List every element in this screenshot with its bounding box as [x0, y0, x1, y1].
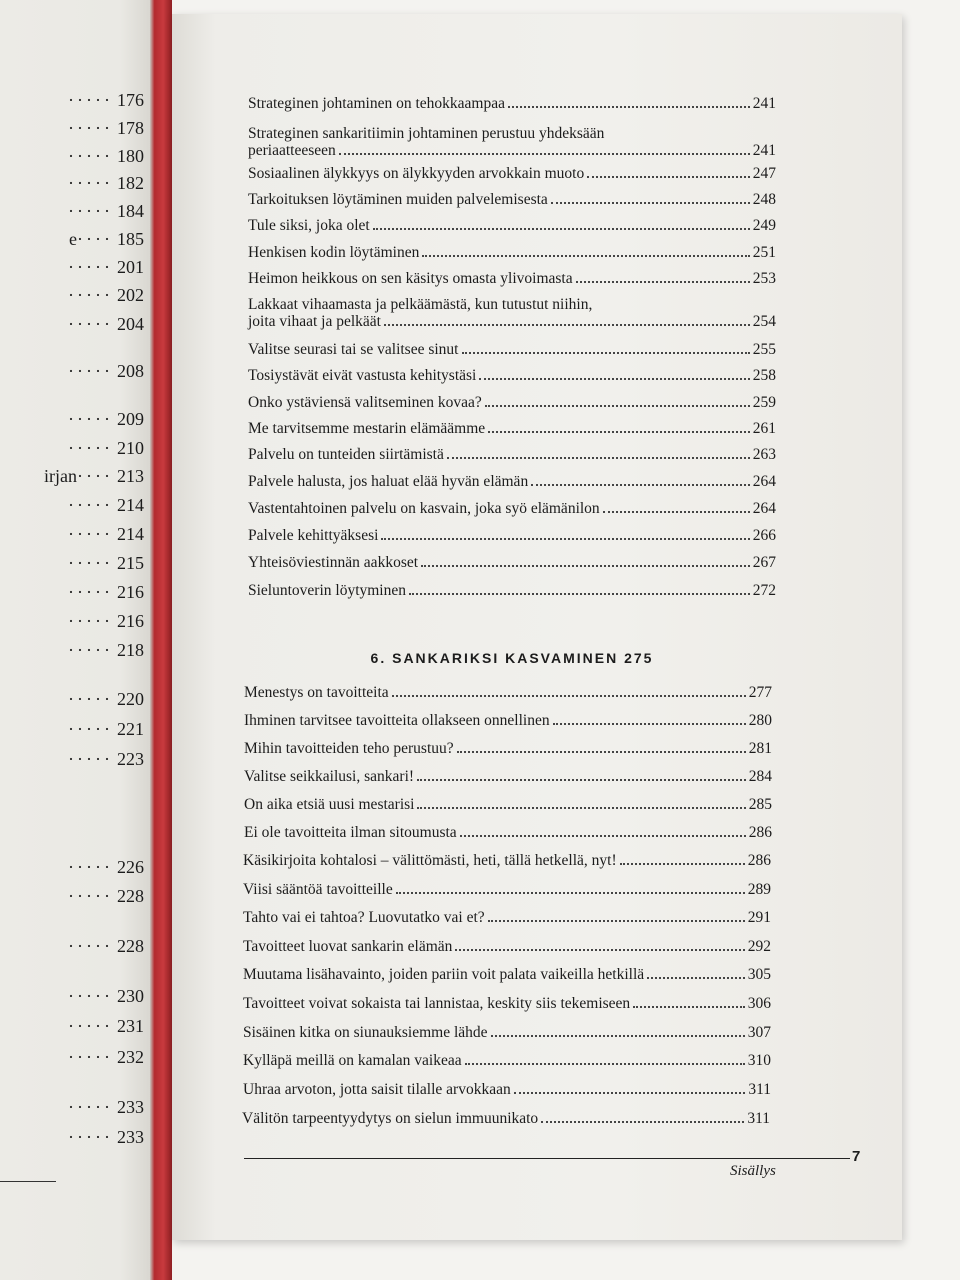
toc-entry-title: Tosiystävät eivät vastusta kehitystäsi	[248, 367, 477, 384]
left-page-number: 182	[117, 173, 144, 193]
leader-dots: ·····	[68, 1127, 113, 1147]
leader-dots	[384, 324, 750, 326]
toc-entry-title: Strateginen sankaritiimin johtaminen perustuu yhdeksään	[248, 125, 605, 142]
toc-entry	[248, 95, 776, 112]
toc-entry	[248, 367, 776, 384]
leader-dots	[603, 511, 750, 513]
left-page-number: 214	[117, 524, 144, 544]
toc-entry-title: Palvele kehittyäksesi	[248, 527, 379, 544]
left-page-entry	[68, 936, 144, 965]
left-page-number: 223	[117, 749, 144, 769]
leader-dots: ·····	[68, 582, 113, 602]
left-page-entry	[68, 986, 144, 1015]
leader-dots	[417, 779, 746, 781]
left-page-number: 216	[117, 611, 144, 631]
toc-entry	[248, 554, 776, 571]
toc-entry-title: Viisi sääntöä tavoitteille	[243, 881, 393, 898]
leader-dots	[647, 977, 745, 979]
left-footer-rule	[0, 1181, 56, 1182]
left-page-entry	[68, 1127, 144, 1156]
left-page-number: 230	[117, 986, 144, 1006]
left-page-number: 180	[117, 146, 144, 166]
left-page-number: 185	[117, 229, 144, 249]
leader-dots	[531, 484, 750, 486]
toc-entry-page: 289	[747, 881, 771, 898]
leader-dots: ·····	[68, 1047, 113, 1067]
chapter-heading: 6. SANKARIKSI KASVAMINEN 275	[370, 650, 654, 666]
leader-dots	[553, 723, 746, 725]
leader-dots	[460, 835, 746, 837]
leader-dots: ·····	[68, 640, 113, 660]
left-page-number: 213	[117, 466, 144, 486]
left-page-entry	[68, 438, 144, 467]
toc-entry	[244, 684, 772, 701]
toc-entry-title: Heimon heikkous on sen käsitys omasta ylivoimasta	[248, 270, 573, 287]
left-page-entry	[68, 90, 144, 119]
leader-dots: ·····	[68, 553, 113, 573]
left-page-entry	[68, 146, 144, 175]
left-page-entry	[68, 886, 144, 915]
toc-entry-title: Onko ystäviensä valitseminen kovaa?	[248, 394, 482, 411]
toc-entry-title: Välitön tarpeentyydytys on sielun immuunikato	[242, 1110, 539, 1127]
toc-entry-title: Uhraa arvoton, jotta saisit tilalle arvokkaan	[243, 1081, 511, 1098]
left-page-number: 202	[117, 285, 144, 305]
toc-entry-title: Muutama lisähavainto, joiden pariin voit palata vaikeilla hetkillä	[243, 966, 645, 983]
toc-entry	[248, 217, 776, 234]
toc-entry-page: 284	[748, 768, 772, 785]
leader-dots	[462, 352, 750, 354]
toc-entry-page: 311	[747, 1110, 770, 1127]
left-page-entry	[68, 409, 144, 438]
footer-rule	[244, 1158, 850, 1159]
left-page-number: 176	[117, 90, 144, 110]
left-page-number: 208	[117, 361, 144, 381]
toc-entry	[244, 768, 772, 785]
toc-entry-title: Ihminen tarvitsee tavoitteita ollakseen onnellinen	[244, 712, 550, 729]
leader-dots: ·····	[68, 173, 113, 193]
toc-entry-title: Me tarvitsemme mestarin elämäämme	[248, 420, 486, 437]
toc-entry	[248, 420, 776, 437]
toc-entry-title: Käsikirjoita kohtalosi – välittömästi, heti, tällä hetkellä, nyt!	[243, 852, 617, 869]
leader-dots: ·····	[68, 1016, 113, 1036]
leader-dots	[514, 1092, 746, 1094]
left-page-entry	[44, 466, 144, 495]
left-page-entry	[68, 582, 144, 611]
toc-entry-title: Vastentahtoinen palvelu on kasvain, joka syö elämänilon	[248, 500, 600, 517]
toc-entry-title: Tahto vai ei tahtoa? Luovutatko vai et?	[243, 909, 485, 926]
left-page-entry	[68, 719, 144, 748]
leader-dots	[508, 106, 750, 108]
toc-entry-page: 286	[748, 824, 772, 841]
leader-dots: ·····	[68, 524, 113, 544]
toc-entry	[248, 165, 776, 182]
left-page-number: 220	[117, 689, 144, 709]
left-page-entry	[68, 1047, 144, 1076]
toc-entry-page: 310	[747, 1052, 771, 1069]
toc-entry	[243, 852, 771, 869]
toc-entry-title: Ei ole tavoitteita ilman sitoumusta	[244, 824, 457, 841]
toc-entry	[248, 341, 776, 358]
toc-entry	[248, 446, 776, 463]
leader-dots: ·····	[68, 886, 113, 906]
leader-dots	[551, 202, 750, 204]
leader-dots	[633, 1006, 745, 1008]
left-page-number: 228	[117, 936, 144, 956]
left-page-entry	[68, 640, 144, 669]
toc-entry-title: Sieluntoverin löytyminen	[248, 582, 406, 599]
toc-entry-title: Tarkoituksen löytäminen muiden palvelemisesta	[248, 191, 548, 208]
toc-entry	[248, 244, 776, 261]
toc-entry-title: Valitse seikkailusi, sankari!	[244, 768, 415, 785]
toc-entry-page: 292	[747, 938, 771, 955]
left-page-number: 184	[117, 201, 144, 221]
left-page-entry	[68, 689, 144, 718]
toc-entry-title: Kylläpä meillä on kamalan vaikeaa	[243, 1052, 462, 1069]
leader-dots: ·····	[68, 285, 113, 305]
footer-label: Sisällys	[730, 1163, 776, 1179]
toc-entry-title: Henkisen kodin löytäminen	[248, 244, 420, 261]
leader-dots: ·····	[68, 689, 113, 709]
left-page-number: 228	[117, 886, 144, 906]
toc-entry-page: 247	[752, 165, 776, 182]
left-page-entry	[68, 285, 144, 314]
toc-entry-page: 241	[752, 142, 776, 159]
left-page-number: 216	[117, 582, 144, 602]
leader-dots: ·····	[68, 936, 113, 956]
toc-entry-page: 311	[748, 1081, 771, 1098]
left-page-entry	[68, 524, 144, 553]
left-page-entry	[68, 118, 144, 147]
leader-dots: ·····	[68, 118, 113, 138]
left-page	[0, 0, 150, 1280]
leader-dots: ·····	[68, 1097, 113, 1117]
left-page-number: 233	[117, 1097, 144, 1117]
leader-dots	[373, 228, 750, 230]
toc-entry-title: Strateginen johtaminen on tehokkaampaa	[248, 95, 505, 112]
leader-dots: ·····	[68, 314, 113, 334]
left-page-entry	[68, 857, 144, 886]
toc-entry	[244, 824, 772, 841]
leader-dots	[457, 751, 746, 753]
toc-entry	[248, 191, 776, 208]
leader-dots: ····	[77, 229, 113, 249]
toc-entry-title: Yhteisöviestinnän aakkoset	[248, 554, 419, 571]
left-page-number: 204	[117, 314, 144, 334]
left-page-entry	[68, 1097, 144, 1126]
left-page-number: 214	[117, 495, 144, 515]
left-page-number: 218	[117, 640, 144, 660]
leader-dots	[392, 695, 746, 697]
leader-dots	[455, 949, 744, 951]
toc-entry-page: 249	[752, 217, 776, 234]
toc-entry-title: Valitse seurasi tai se valitsee sinut	[248, 341, 459, 358]
leader-dots	[488, 920, 745, 922]
toc-entry-page: 258	[752, 367, 776, 384]
leader-dots	[396, 892, 745, 894]
left-page-entry	[68, 749, 144, 778]
toc-entry-page: 291	[747, 909, 771, 926]
toc-entry	[248, 296, 776, 330]
toc-entry	[248, 582, 776, 599]
toc-entry-page: 306	[747, 995, 771, 1012]
leader-dots: ·····	[68, 719, 113, 739]
leader-dots: ·····	[68, 409, 113, 429]
left-page-entry	[68, 553, 144, 582]
toc-entry-page: 305	[747, 966, 771, 983]
leader-dots	[488, 431, 750, 433]
left-page-entry	[68, 495, 144, 524]
left-page-entry	[68, 201, 144, 230]
toc-entry-title: Tavoitteet luovat sankarin elämän	[243, 938, 453, 955]
leader-dots: ·····	[68, 201, 113, 221]
left-page-number: 232	[117, 1047, 144, 1067]
left-page-number: 233	[117, 1127, 144, 1147]
toc-entry-title: Mihin tavoitteiden teho perustuu?	[244, 740, 454, 757]
leader-dots: ·····	[68, 857, 113, 877]
leader-dots	[447, 457, 750, 459]
leader-dots: ·····	[68, 495, 113, 515]
leader-dots: ·····	[68, 749, 113, 769]
toc-entry-page: 263	[752, 446, 776, 463]
toc-entry-page: 266	[752, 527, 776, 544]
leader-dots	[465, 1063, 745, 1065]
leader-dots: ·····	[68, 986, 113, 1006]
leader-dots	[339, 153, 750, 155]
toc-entry-page: 253	[752, 270, 776, 287]
toc-entry-title: periaatteeseen	[248, 142, 336, 159]
leader-dots	[479, 378, 749, 380]
leader-dots: ·····	[68, 361, 113, 381]
toc-entry	[243, 1052, 771, 1069]
left-page-entry	[68, 173, 144, 202]
leader-dots	[381, 538, 749, 540]
left-page-number: 201	[117, 257, 144, 277]
left-page-entry	[68, 1016, 144, 1045]
toc-entry	[244, 740, 772, 757]
toc-entry	[242, 1110, 770, 1127]
leader-dots	[422, 255, 749, 257]
toc-entry-title: Tavoitteet voivat sokaista tai lannistaa, keskity siis tekemiseen	[243, 995, 631, 1012]
toc-entry	[248, 270, 776, 287]
toc-entry-page: 251	[752, 244, 776, 261]
toc-entry-title: Lakkaat vihaamasta ja pelkäämästä, kun tutustut niihin,	[248, 296, 593, 313]
toc-entry-page: 307	[747, 1024, 771, 1041]
toc-entry-title: Menestys on tavoitteita	[244, 684, 389, 701]
leader-dots: ·····	[68, 90, 113, 110]
toc-entry	[248, 527, 776, 544]
toc-entry	[243, 966, 771, 983]
leader-dots	[587, 176, 750, 178]
toc-entry-title: Palvelu on tunteiden siirtämistä	[248, 446, 444, 463]
toc-entry-page: 272	[752, 582, 776, 599]
leader-dots: ·····	[68, 438, 113, 458]
toc-entry-title: Palvele halusta, jos haluat elää hyvän elämän	[248, 473, 529, 490]
toc-entry-page: 277	[748, 684, 772, 701]
left-page-number: 231	[117, 1016, 144, 1036]
footer-page-number: 7	[852, 1148, 861, 1165]
toc-entry-title: On aika etsiä uusi mestarisi	[244, 796, 415, 813]
toc-entry	[243, 881, 771, 898]
toc-entry-page: 259	[752, 394, 776, 411]
toc-entry-page: 248	[752, 191, 776, 208]
toc-entry	[244, 712, 772, 729]
leader-dots	[421, 565, 750, 567]
toc-entry-title: Sosiaalinen älykkyys on älykkyyden arvokkain muoto	[248, 165, 585, 182]
toc-entry-page: 255	[752, 341, 776, 358]
toc-entry	[244, 796, 772, 813]
toc-entry-page: 254	[752, 313, 776, 330]
toc-entry-title: Sisäinen kitka on siunauksiemme lähde	[243, 1024, 488, 1041]
leader-dots: ·····	[68, 611, 113, 631]
leader-dots: ·····	[68, 257, 113, 277]
toc-entry-page: 286	[747, 852, 771, 869]
left-page-number: 215	[117, 553, 144, 573]
toc-entry-title: Tule siksi, joka olet	[248, 217, 370, 234]
left-page-entry-fragment: e	[69, 229, 78, 249]
toc-entry	[248, 125, 776, 159]
left-page-entry	[68, 361, 144, 390]
toc-entry	[243, 1024, 771, 1041]
leader-dots	[417, 807, 745, 809]
toc-entry	[243, 909, 771, 926]
toc-entry-page: 281	[748, 740, 772, 757]
leader-dots	[576, 281, 750, 283]
toc-entry	[243, 995, 771, 1012]
toc-entry-title: joita vihaat ja pelkäät	[248, 313, 381, 330]
toc-entry-page: 285	[748, 796, 772, 813]
toc-entry	[243, 938, 771, 955]
book-spine	[150, 0, 172, 1280]
toc-entry-page: 241	[752, 95, 776, 112]
leader-dots	[409, 593, 750, 595]
toc-entry	[248, 394, 776, 411]
toc-entry	[243, 1081, 771, 1098]
toc-entry-page: 280	[748, 712, 772, 729]
left-page-number: 221	[117, 719, 144, 739]
left-page-entry	[68, 611, 144, 640]
left-page-number: 209	[117, 409, 144, 429]
left-page-entry	[68, 314, 144, 343]
toc-entry	[248, 473, 776, 490]
toc-entry-page: 267	[752, 554, 776, 571]
left-page-entry	[68, 257, 144, 286]
toc-entry-page: 261	[752, 420, 776, 437]
leader-dots: ·····	[68, 146, 113, 166]
left-page-entry-fragment: irjan	[44, 466, 78, 486]
left-page-number: 178	[117, 118, 144, 138]
leader-dots	[491, 1035, 745, 1037]
leader-dots: ····	[77, 466, 113, 486]
leader-dots	[620, 863, 745, 865]
left-page-number: 210	[117, 438, 144, 458]
leader-dots	[541, 1121, 744, 1123]
toc-entry-page: 264	[752, 500, 776, 517]
toc-entry	[248, 500, 776, 517]
leader-dots	[485, 405, 750, 407]
left-page-number: 226	[117, 857, 144, 877]
left-page-entry	[69, 229, 144, 258]
toc-entry-page: 264	[752, 473, 776, 490]
